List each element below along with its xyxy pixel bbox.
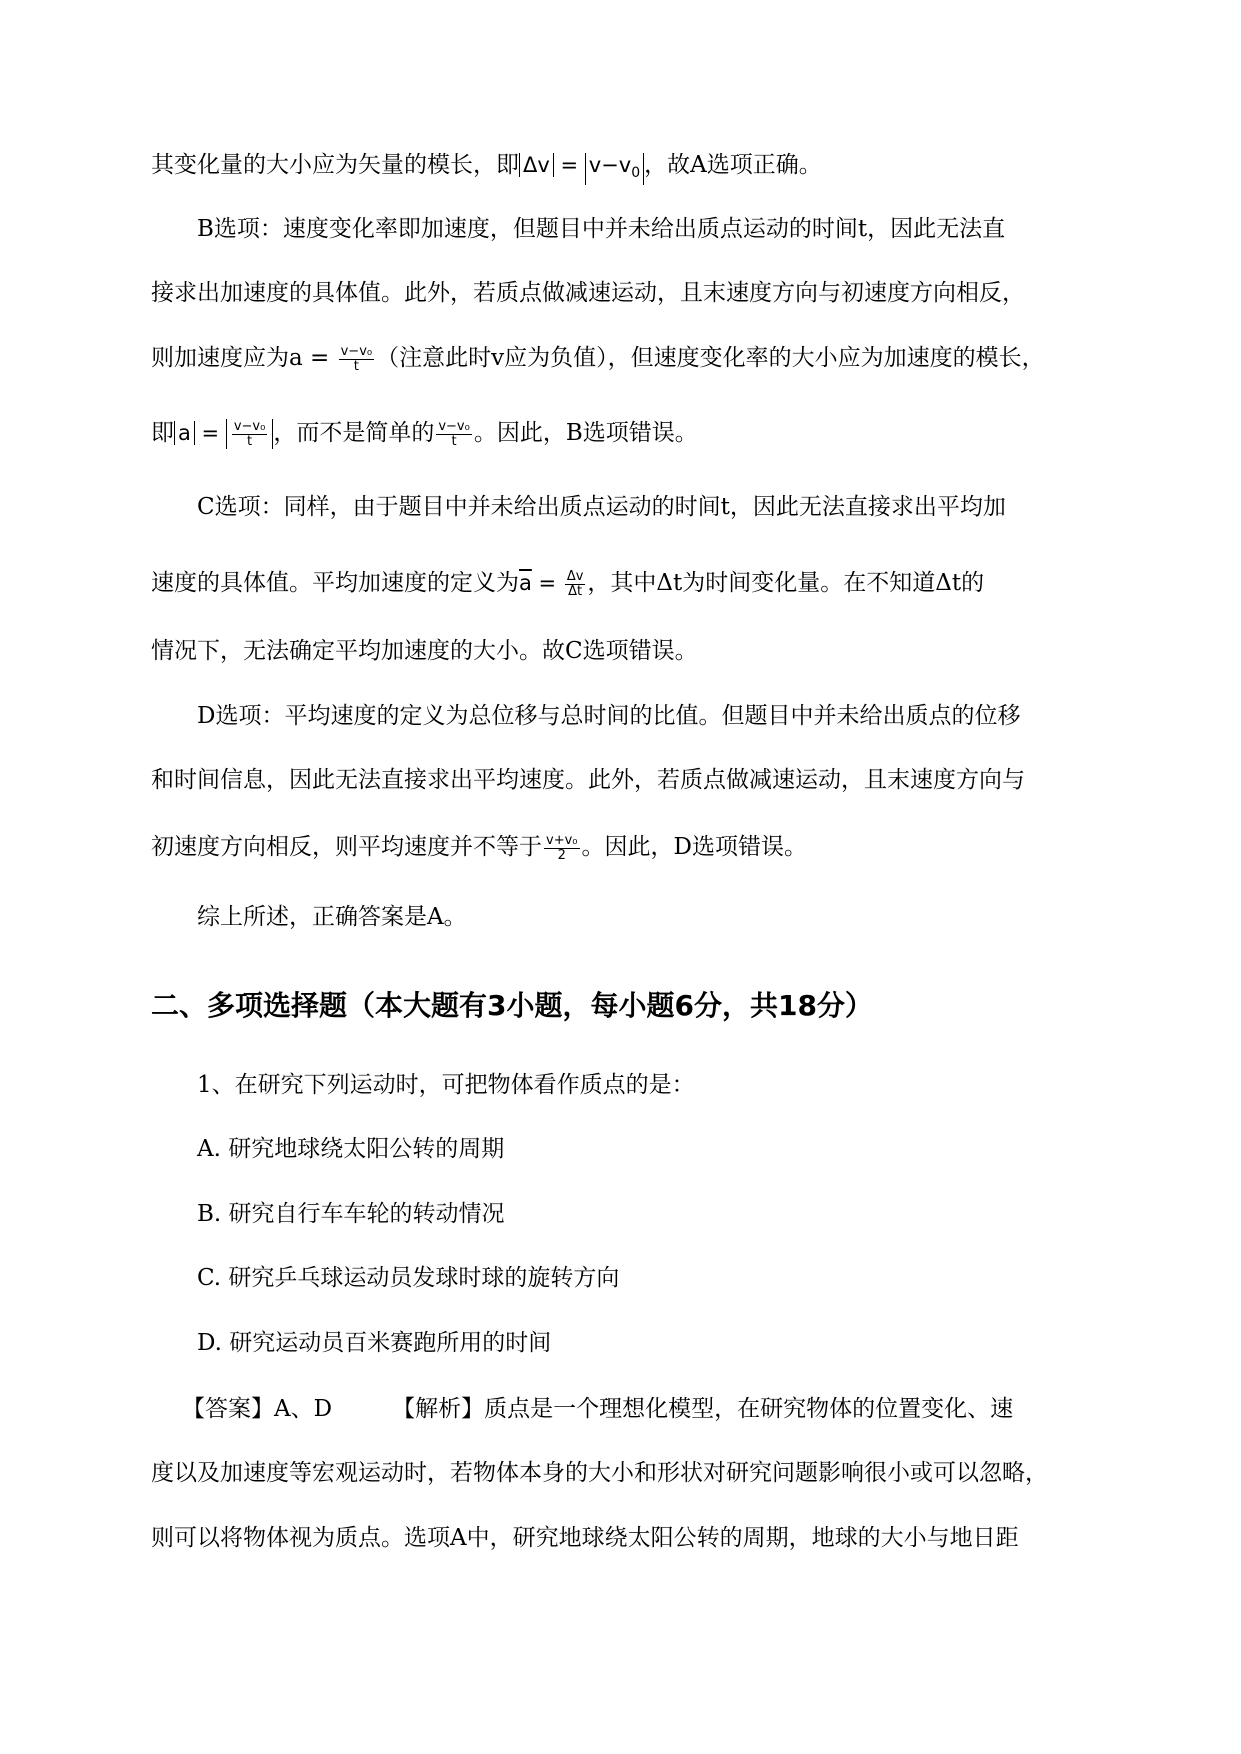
fraction: $\frac{\text{v−v₀}}{t}$ bbox=[438, 418, 470, 449]
formula-equals: = bbox=[531, 571, 563, 595]
text-span: 。因此，B选项错误。 bbox=[473, 420, 698, 446]
text-span: 其变化量的大小应为矢量的模长，即 bbox=[151, 152, 519, 178]
text-line: 接求出加速度的具体值。此外，若质点做减速运动，且末速度方向与初速度方向相反， bbox=[151, 280, 1025, 306]
text-span: 即 bbox=[151, 420, 174, 446]
formula-equals: = bbox=[553, 153, 585, 177]
option-b: B. 研究自行车车轮的转动情况 bbox=[197, 1201, 505, 1227]
text-span: 初速度方向相反，则平均速度并不等于 bbox=[151, 834, 542, 860]
analysis-label: 【解析】 bbox=[392, 1396, 485, 1422]
analysis-line: 度以及加速度等宏观运动时，若物体本身的大小和形状对研究问题影响很小或可以忽略， bbox=[151, 1460, 1048, 1486]
text-span: （注意此时v应为负值），但速度变化率的大小应为加速度的模长， bbox=[376, 345, 1045, 371]
formula-abs-delta-v: Δv bbox=[519, 153, 554, 177]
text-span: 则加速度应为a = bbox=[151, 345, 337, 371]
fraction: $\frac{\text{v+v₀}}{2}$ bbox=[546, 832, 578, 863]
text-line bbox=[151, 832, 807, 863]
option-a: A. 研究地球绕太阳公转的周期 bbox=[197, 1136, 505, 1162]
section-heading: 二、多项选择题（本大题有3小题，每小题6分，共18分） bbox=[151, 989, 873, 1022]
answer-text: 【答案】A、D bbox=[182, 1396, 333, 1422]
analysis-text: 质点是一个理想化模型，在研究物体的位置变化、速 bbox=[484, 1396, 1014, 1422]
fraction: $\frac{\Delta v}{\Delta t}$ bbox=[566, 568, 584, 599]
question-stem: 1、在研究下列运动时，可把物体看作质点的是： bbox=[197, 1072, 695, 1098]
formula-equals: = bbox=[194, 421, 226, 445]
text-span: ，而不是简单的 bbox=[273, 420, 435, 446]
text-span: ，故A选项正确。 bbox=[644, 152, 822, 178]
fraction: $\frac{\text{v−v₀}}{t}$ bbox=[340, 343, 373, 374]
text-line: C选项：同样，由于题目中并未给出质点运动的时间t，因此无法直接求出平均加 bbox=[197, 494, 1006, 520]
text-span: 速度的具体值。平均加速度的定义为 bbox=[151, 570, 519, 596]
option-c: C. 研究乒乓球运动员发球时球的旋转方向 bbox=[197, 1265, 620, 1291]
text-line: D选项：平均速度的定义为总位移与总时间的比值。但题目中并未给出质点的位移 bbox=[197, 703, 1021, 729]
formula-abs-v-minus-v0: $v-v_0$ bbox=[585, 153, 644, 185]
text-line bbox=[151, 343, 1045, 374]
text-line: B选项：速度变化率即加速度，但题目中并未给出质点运动的时间t，因此无法直 bbox=[197, 216, 1006, 242]
formula-average-a: $\overline{a}$ bbox=[519, 571, 532, 595]
text-line: 综上所述，正确答案是A。 bbox=[197, 904, 467, 930]
analysis-line: 则可以将物体视为质点。选项A中，研究地球绕太阳公转的周期，地球的大小与地日距 bbox=[151, 1525, 1019, 1551]
option-d: D. 研究运动员百米赛跑所用的时间 bbox=[197, 1330, 552, 1356]
answer-line bbox=[182, 1394, 1013, 1424]
text-span: 。因此，D选项错误。 bbox=[581, 834, 807, 860]
text-span: ，其中Δt为时间变化量。在不知道Δt的 bbox=[587, 570, 985, 596]
text-line bbox=[151, 568, 984, 599]
text-line bbox=[151, 418, 698, 449]
formula-abs-a: a bbox=[174, 421, 195, 445]
text-line: 情况下，无法确定平均加速度的大小。故C选项错误。 bbox=[151, 638, 698, 664]
text-line bbox=[151, 150, 822, 185]
formula-abs-fraction: $\frac{\text{v−v₀}}{t}$ bbox=[226, 419, 274, 450]
text-line: 和时间信息，因此无法直接求出平均速度。此外，若质点做减速运动，且末速度方向与 bbox=[151, 767, 1025, 793]
